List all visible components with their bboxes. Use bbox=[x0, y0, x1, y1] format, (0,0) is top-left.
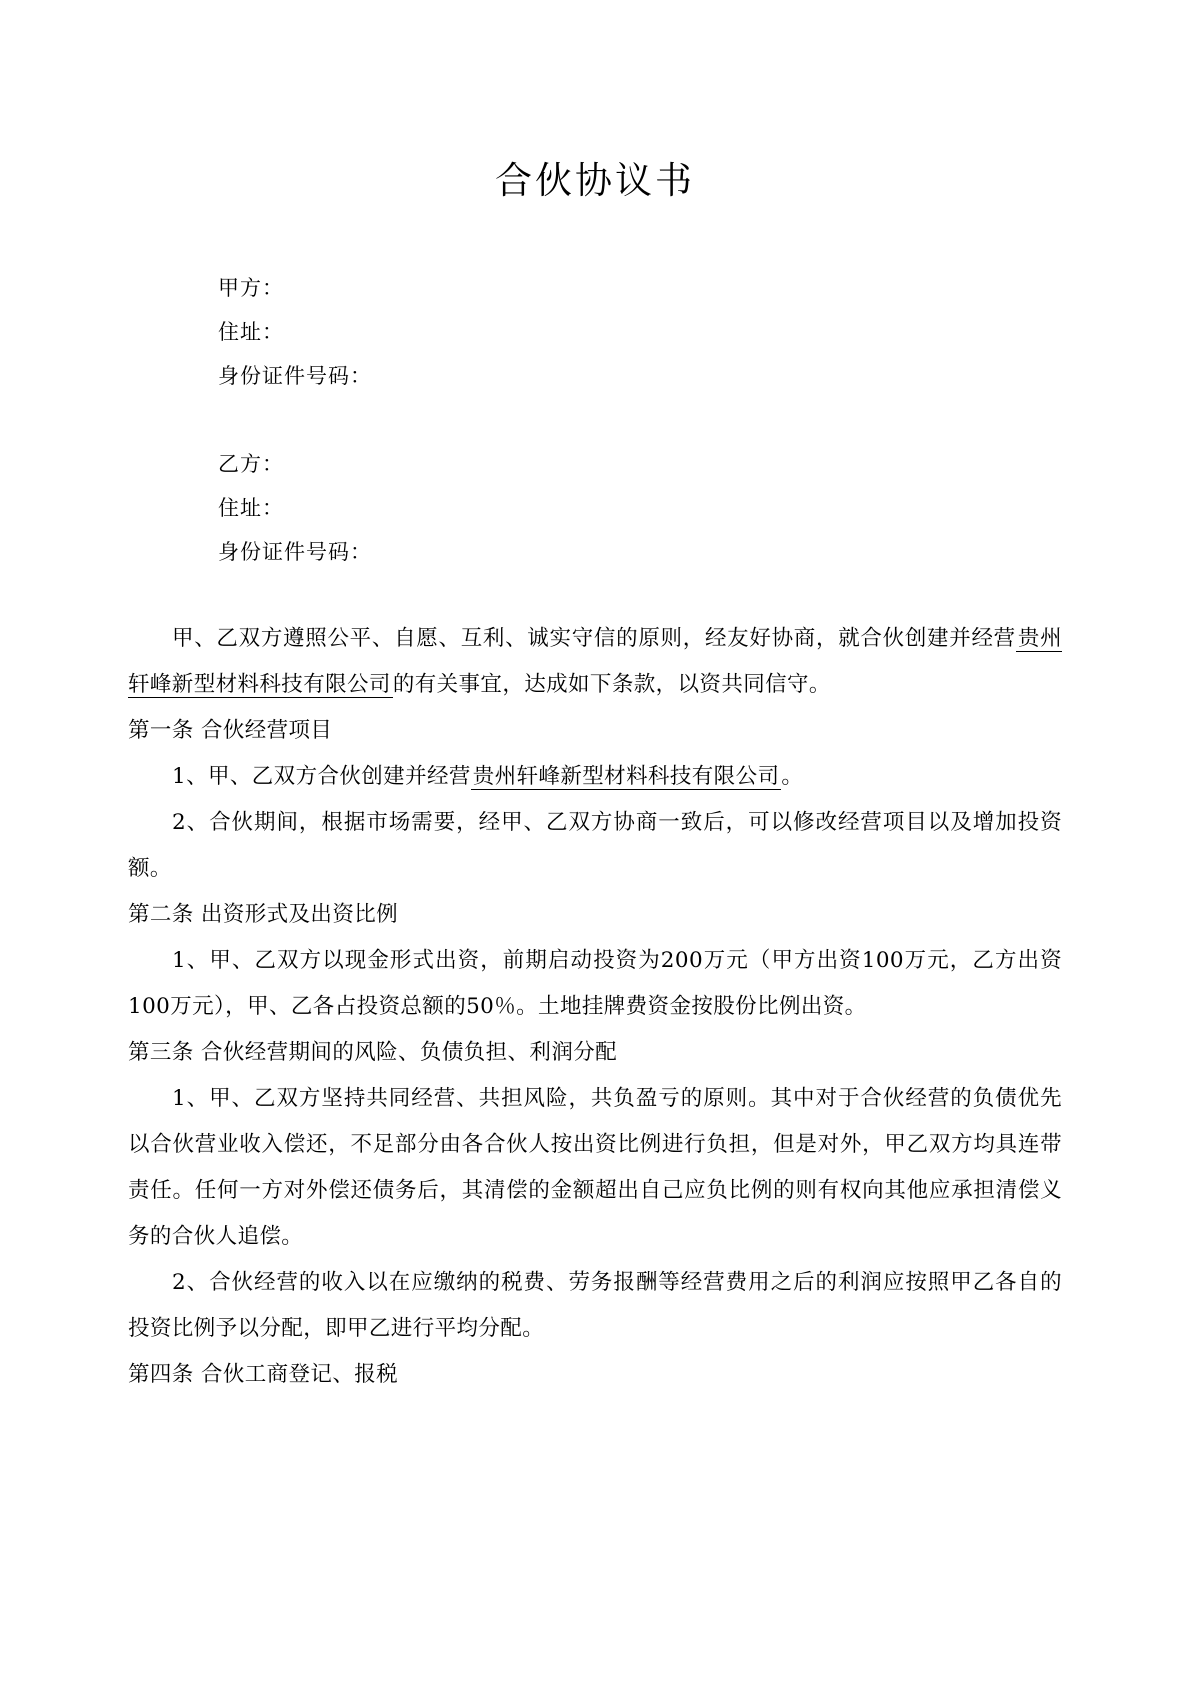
article-2-item-1: 1、甲、乙双方以现金形式出资，前期启动投资为200万元（甲方出资100万元，乙方出资100万元），甲、乙各占投资总额的50％。土地挂牌费资金按股份比例出资。 bbox=[128, 948, 1062, 1019]
article-1-item-1-prefix: 1、甲、乙双方合伙创建并经营 bbox=[172, 764, 471, 789]
article-1-item-1-suffix: 。 bbox=[781, 764, 804, 789]
article-4-heading: 第四条 合伙工商登记、报税 bbox=[128, 1362, 399, 1387]
article-3-heading: 第三条 合伙经营期间的风险、负债负担、利润分配 bbox=[128, 1040, 618, 1065]
party-b-address-label: 住址： bbox=[218, 496, 284, 520]
party-a-address-label: 住址： bbox=[218, 320, 284, 344]
party-block-spacer bbox=[128, 398, 1062, 442]
document-body bbox=[128, 616, 1062, 1398]
preamble-paragraph bbox=[128, 616, 1062, 708]
preamble-company-fill: 贵州轩峰新型材料科技有限公司 bbox=[128, 626, 1062, 697]
preamble-text-part2: 的有关事宜，达成如下条款，以资共同信守。 bbox=[392, 672, 831, 697]
party-a-id-label: 身份证件号码： bbox=[218, 364, 372, 388]
party-b-block bbox=[128, 442, 1062, 574]
preamble-text-part1: 甲、乙双方遵照公平、自愿、互利、诚实守信的原则，经友好协商，就合伙创建并经营 bbox=[172, 626, 1016, 651]
article-3-item-2: 2、合伙经营的收入以在应缴纳的税费、劳务报酬等经营费用之后的利润应按照甲乙各自的投资比例予以分配，即甲乙进行平均分配。 bbox=[128, 1270, 1062, 1341]
party-a-name-label: 甲方： bbox=[218, 276, 284, 300]
article-2-heading: 第二条 出资形式及出资比例 bbox=[128, 902, 399, 927]
page-title: 合伙协议书 bbox=[495, 159, 695, 202]
article-1-heading: 第一条 合伙经营项目 bbox=[128, 718, 333, 743]
party-b-name-label: 乙方： bbox=[218, 452, 284, 476]
article-1-item-1 bbox=[128, 754, 1062, 800]
article-1-item-1-company-fill: 贵州轩峰新型材料科技有限公司 bbox=[472, 764, 780, 789]
article-1-item-2: 2、合伙期间，根据市场需要，经甲、乙双方协商一致后，可以修改经营项目以及增加投资额。 bbox=[128, 810, 1062, 881]
party-a-block bbox=[128, 266, 1062, 398]
party-b-id-label: 身份证件号码： bbox=[218, 540, 372, 564]
article-3-item-1: 1、甲、乙双方坚持共同经营、共担风险，共负盈亏的原则。其中对于合伙经营的负债优先以合伙营业收入偿还，不足部分由各合伙人按出资比例进行负担，但是对外，甲乙双方均具连带责任。任何一方对外偿还债务后，其清偿的金额超出自己应负比例的则有权向其他应承担清偿义务的合伙人追偿。 bbox=[128, 1086, 1062, 1249]
